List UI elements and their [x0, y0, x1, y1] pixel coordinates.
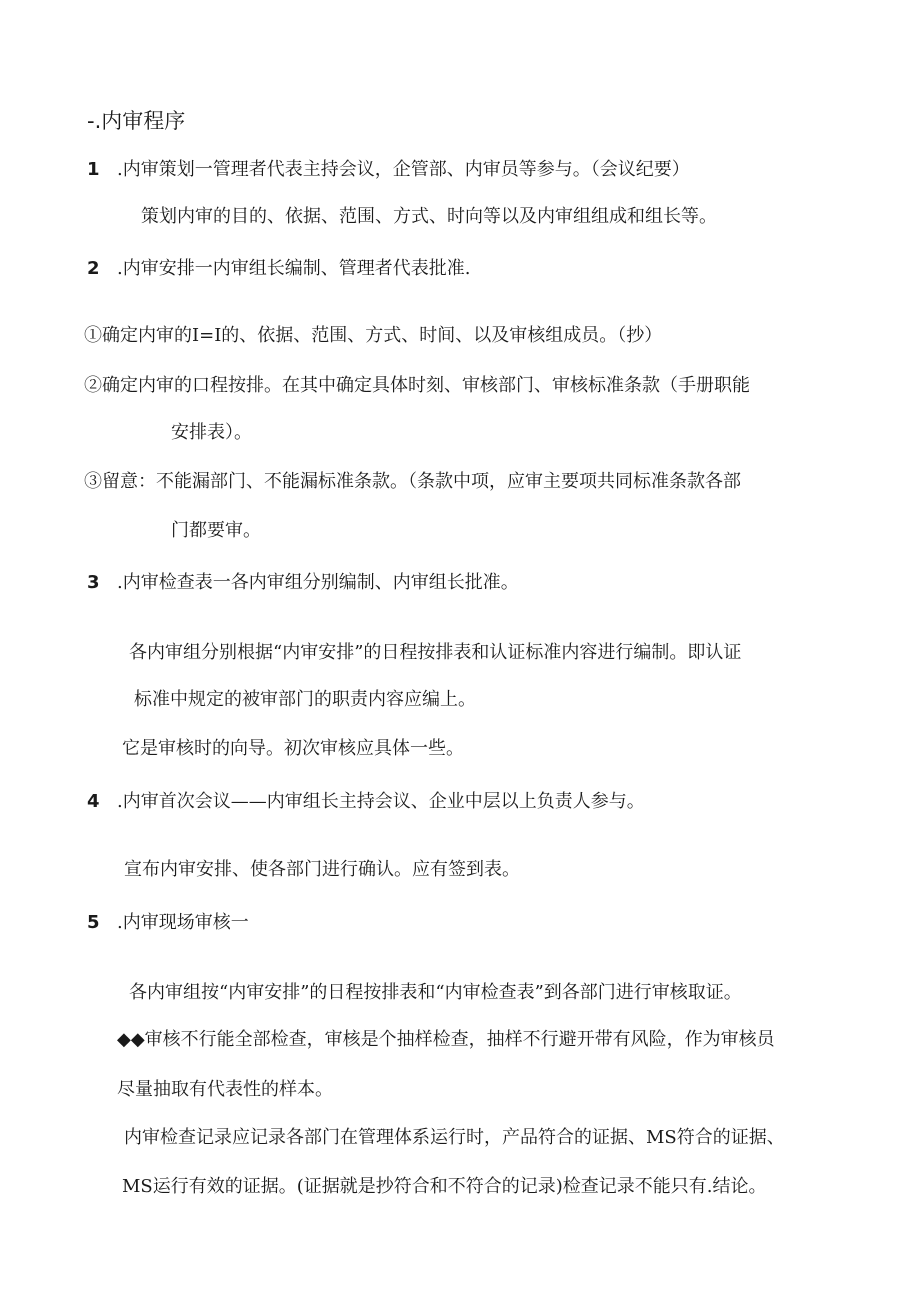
section-title-text: .内审检查表一各内审组分别编制、内审组长批准。	[117, 572, 519, 593]
section-number: 1	[87, 159, 100, 180]
section-1-title	[87, 158, 690, 182]
section-5-body-line: 内审检查记录应记录各部门在管理体系运行时，产品符合的证据、MS符合的证据、	[124, 1127, 785, 1148]
section-2-body-line: 门都要审。	[171, 520, 261, 541]
section-number: 2	[87, 258, 100, 279]
section-number: 4	[87, 791, 100, 812]
section-number: 3	[87, 572, 100, 593]
section-2-body-line: ①确定内审的I=I的、依据、范围、方式、时间、以及审核组成员。（抄）	[84, 325, 663, 346]
section-number: 5	[87, 912, 100, 933]
section-3-body-line: 各内审组分别根据“内审安排”的日程按排表和认证标准内容进行编制。即认证	[129, 642, 742, 663]
section-title-text: .内审首次会议——内审组长主持会议、企业中层以上负责人参与。	[117, 791, 645, 812]
section-5-body-line: ◆◆审核不行能全部检查，审核是个抽样检查，抽样不行避开带有风险，作为审核员	[117, 1029, 775, 1050]
section-2-body-line: ③留意：不能漏部门、不能漏标准条款。（条款中项，应审主要项共同标准条款各部	[84, 471, 741, 492]
section-1-body-line: 策划内审的目的、依据、范围、方式、时向等以及内审组组成和组长等。	[141, 206, 717, 227]
section-2-body-line: 安排表）。	[171, 422, 252, 443]
section-title-text: .内审策划一管理者代表主持会议，企管部、内审员等参与。（会议纪要）	[117, 159, 690, 180]
section-5-body-line: 尽量抽取有代表性的样本。	[117, 1079, 333, 1100]
section-4-title	[87, 790, 645, 814]
document-heading: -.内审程序	[87, 109, 186, 133]
section-3-body-line: 标准中规定的被审部门的职责内容应编上。	[134, 689, 476, 710]
section-3-title	[87, 571, 519, 595]
section-title-text: .内审现场审核一	[117, 912, 249, 933]
section-4-body-line: 宣布内审安排、使各部门进行确认。应有签到表。	[124, 859, 520, 880]
section-5-body-line: MS运行有效的证据。(证据就是抄符合和不符合的记录)检查记录不能只有.结论。	[122, 1176, 767, 1197]
section-3-body-line: 它是审核时的向导。初次审核应具体一些。	[122, 738, 464, 759]
section-2-title	[87, 257, 470, 281]
section-title-text: .内审安排一内审组长编制、管理者代表批准.	[117, 258, 471, 279]
section-2-body-line: ②确定内审的口程按排。在其中确定具体时刻、审核部门、审核标准条款（手册职能	[84, 375, 750, 396]
section-5-title	[87, 911, 249, 935]
section-5-body-line: 各内审组按“内审安排”的日程按排表和“内审检查表”到各部门进行审核取证。	[129, 982, 742, 1003]
